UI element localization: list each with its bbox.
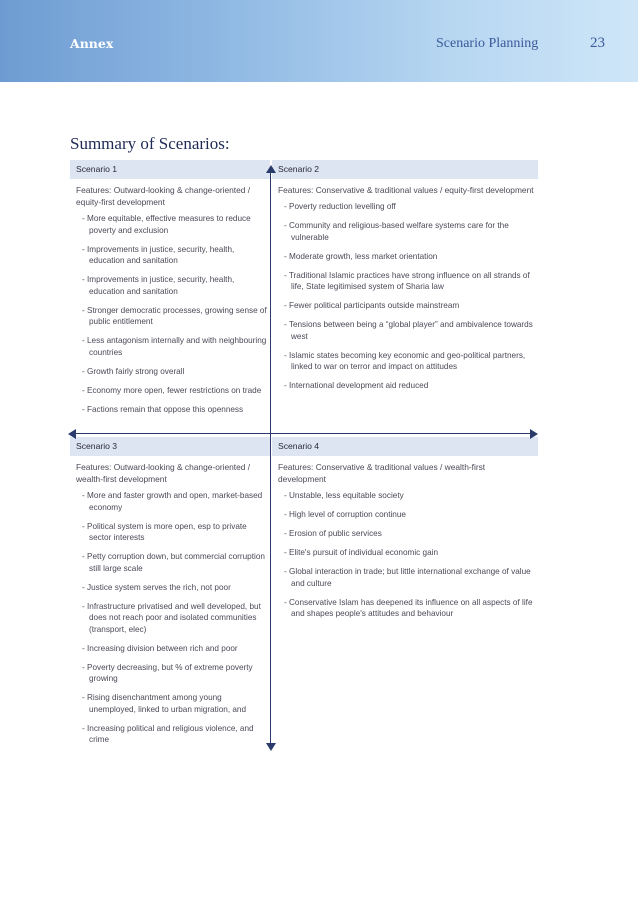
list-item: - International development aid reduced <box>284 381 429 390</box>
scenario-4-list <box>272 485 538 620</box>
horizontal-axis <box>76 433 530 434</box>
list-item: - More and faster growth and open, market-based economy <box>82 491 263 512</box>
list-item: - Improvements in justice, security, health, education and sanitation <box>82 275 235 296</box>
list-item: - Growth fairly strong overall <box>82 366 185 376</box>
list-item: - Rising disenchantment among young unemployed, linked to urban migration, and <box>82 693 247 714</box>
list-item: - Increasing division between rich and poor <box>82 643 238 653</box>
list-item: - Infrastructure privatised and well developed, but does not reach poor and isolated communities (transport, elec) <box>82 601 261 634</box>
list-item: - Less antagonism internally and with neighbouring countries <box>82 336 267 357</box>
scenario-3-label: Scenario 3 <box>70 437 270 456</box>
list-item: - Islamic states becoming key economic and geo-political partners, linked to war on terror and impact on attitudes <box>284 350 526 371</box>
scenario-1-features: Features: Outward-looking & change-oriented / equity-first development <box>76 185 251 207</box>
summary-title: Summary of Scenarios: <box>70 134 230 153</box>
section-label: Annex <box>70 36 114 51</box>
list-item: - Poverty reduction levelling off <box>284 202 396 211</box>
list-item: - Tensions between being a “global player” and ambivalence towards west <box>284 320 533 341</box>
arrow-up-icon <box>266 165 276 173</box>
list-item: - Improvements in justice, security, health, education and sanitation <box>82 244 235 265</box>
list-item: - Moderate growth, less market orientation <box>284 251 438 261</box>
list-item: - Erosion of public services <box>284 529 382 538</box>
list-item: - High level of corruption continue <box>284 510 406 519</box>
scenario-1-list <box>70 208 270 415</box>
scenario-3-list <box>70 485 270 746</box>
scenario-4-label: Scenario 4 <box>272 437 538 456</box>
scenario-1-label: Scenario 1 <box>70 160 270 179</box>
scenario-4-features: Features: Conservative & traditional values / wealth-first development <box>278 462 486 484</box>
arrow-left-icon <box>68 429 76 439</box>
list-item: - More equitable, effective measures to reduce poverty and exclusion <box>82 214 251 235</box>
list-item: - Unstable, less equitable society <box>284 491 404 500</box>
list-item: - Fewer political participants outside mainstream <box>284 301 460 310</box>
list-item: - Economy more open, fewer restrictions on trade <box>82 385 262 395</box>
page-number: 23 <box>590 35 605 51</box>
scenario-3-features: Features: Outward-looking & change-oriented / wealth-first development <box>76 462 251 484</box>
scenario-2-list <box>272 196 538 392</box>
list-item: - Community and religious-based welfare systems care for the vulnerable <box>284 221 509 242</box>
header-title: Scenario Planning <box>436 36 539 51</box>
list-item: - Factions remain that oppose this openness <box>82 404 244 414</box>
list-item: - Poverty decreasing, but % of extreme poverty growing <box>82 662 253 683</box>
scenario-4-panel <box>272 437 538 627</box>
arrow-right-icon <box>530 429 538 439</box>
scenario-2-panel <box>272 160 538 399</box>
list-item: - Traditional Islamic practices have strong influence on all strands of life, State legitimised system of Sharia law <box>284 270 530 291</box>
scenario-1-panel <box>70 160 270 423</box>
list-item: - Increasing political and religious violence, and crime <box>82 723 254 744</box>
list-item: - Elite's pursuit of individual economic gain <box>284 548 439 557</box>
arrow-down-icon <box>266 743 276 751</box>
list-item: - Global interaction in trade; but little international exchange of value and culture <box>284 567 531 588</box>
scenario-3-panel <box>70 437 270 753</box>
list-item: - Stronger democratic processes, growing sense of public entitlement <box>82 305 267 326</box>
list-item: - Conservative Islam has deepened its influence on all aspects of life and shapes people's attitudes and behaviour <box>284 597 533 618</box>
vertical-axis <box>270 172 271 744</box>
scenario-grid <box>70 160 538 760</box>
scenario-2-label: Scenario 2 <box>272 160 538 179</box>
list-item: - Petty corruption down, but commercial corruption still large scale <box>82 552 265 573</box>
scenario-2-features: Features: Conservative & traditional values / equity-first development <box>278 185 534 195</box>
header-band <box>0 0 638 82</box>
list-item: - Political system is more open, esp to private sector interests <box>82 521 247 542</box>
list-item: - Justice system serves the rich, not poor <box>82 582 231 592</box>
